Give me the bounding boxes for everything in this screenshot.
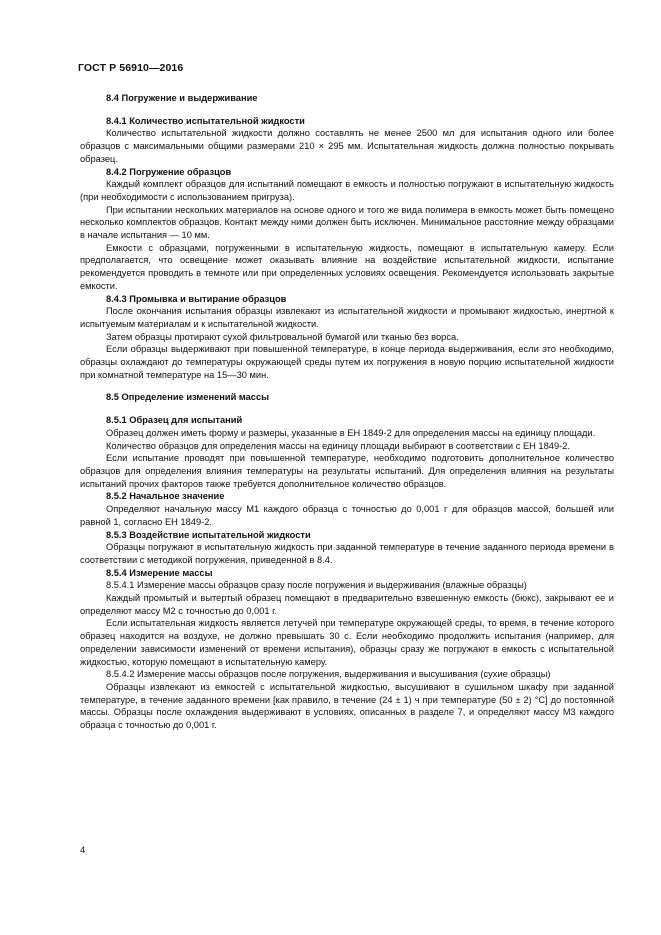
paragraph: 8.5.4.1 Измерение массы образцов сразу после погружения и выдерживания (влажные образцы) <box>106 580 527 591</box>
paragraph: При испытании нескольких материалов на основе одного и того же вида полимера в емкость может быть помещено несколько комплектов образцов. Контакт между ними должен быть исключен. Минимальное расстояние между образцами в начале испытания — 10 мм. <box>80 204 614 241</box>
paragraph: Затем образцы протирают сухой фильтровальной бумагой или тканью без ворса. <box>106 331 459 342</box>
paragraph: Каждый комплект образцов для испытаний помещают в емкость и полностью погружают в испытательную жидкость (при необходимости с использованием пригруза). <box>80 179 614 202</box>
subsection-heading: 8.4.1 Количество испытательной жидкости <box>106 115 305 126</box>
paragraph: Если испытание проводят при повышенной температуре, необходимо подготовить дополнительное количество образцов для определения влияния температуры на результаты испытаний. Для определения влияния на результаты испытаний прочих факторов также требуется дополнительное количество образцов. <box>80 453 614 489</box>
subsection-heading: 8.5.3 Воздействие испытательной жидкости <box>106 529 311 540</box>
paragraph: Образцы извлекают из емкостей с испытательной жидкостью, высушивают в сушильном шкафу при заданной температуре, в течение заданного времени [как правило, в течение (24 ± 1) ч при температуре (50 ± 2) °С] до постоянной массы. Образцы после охлаждения выдерживают в условиях, описанных в разделе 7, и определяют массу М3 каждого образца с точностью до 0,001 г. <box>80 681 614 731</box>
document-code-header: ГОСТ Р 56910—2016 <box>78 62 184 74</box>
subsection-heading: 8.5.1 Образец для испытаний <box>106 415 243 426</box>
paragraph: Количество испытательной жидкости должно составлять не менее 2500 мл для испытания одного или более образцов с максимальными общими размерами 210 × 295 мм. Испытательная жидкость должна полностью покрывать образец. <box>80 128 614 164</box>
subsection-heading: 8.4.3 Промывка и вытирание образцов <box>106 293 287 304</box>
paragraph: Количество образцов для определения массы на единицу площади выбирают в соответствии с ЕН 1849-2. <box>106 440 570 451</box>
subsection-heading: 8.4.2 Погружение образцов <box>106 166 232 177</box>
paragraph: Емкости с образцами, погруженными в испытательную жидкость, помещают в испытательную камеру. Если предполагается, что освещение может оказывать влияние на воздействие испытательной жидкости, испытание рекомендуется проводить в темноте или при определенных условиях освещения. Рекомендуется использовать закрытые емкости. <box>80 242 614 291</box>
paragraph: Если испытательная жидкость является летучей при температуре окружающей среды, то время, в течение которого образец находится на воздухе, не должно превышать 30 с. Если необходимо продолжить испытания (например, для определении зависимости изменений от времени испытания), образцы сразу же погружают в емкость с испытательной жидкостью, которую помещают в испытательную камеру. <box>80 618 614 667</box>
paragraph: Если образцы выдерживают при повышенной температуре, в конце периода выдерживания, если это необходимо, образцы охлаждают до температуры окружающей среды путем их погружения в новую порцию испытательной жидкости при комнатной температуре на 15—30 мин. <box>80 344 614 380</box>
subsection-heading: 8.5.4 Измерение массы <box>106 567 213 578</box>
subsection-heading: 8.5.2 Начальное значение <box>106 491 225 502</box>
page-number: 4 <box>80 845 86 856</box>
spacer <box>80 381 614 391</box>
paragraph: Образцы погружают в испытательную жидкость при заданной температуре в течение заданного периода времени в соответствии с методикой погружения, приведенной в 8.4. <box>80 542 614 565</box>
paragraph: Образец должен иметь форму и размеры, указанные в ЕН 1849-2 для определения массы на единицу площади. <box>106 427 596 438</box>
document-body <box>80 92 614 732</box>
section-heading: 8.5 Определение изменений массы <box>106 392 270 403</box>
spacer <box>80 105 614 115</box>
paragraph: 8.5.4.2 Измерение массы образцов после погружения, выдерживания и высушивания (сухие образцы) <box>106 669 551 680</box>
paragraph: Определяют начальную массу М1 каждого образца с точностью до 0,001 г для образцов массой, большей или равной 1, согласно ЕН 1849-2. <box>80 504 614 527</box>
paragraph: Каждый промытый и вытертый образец помещают в предварительно взвешенную емкость (бюкс), закрывают ее и определяют массу М2 с точностью до 0,001 г. <box>80 593 614 616</box>
paragraph: После окончания испытания образцы извлекают из испытательной жидкости и промывают жидкостью, инертной к испытуемым материалам и к испытательной жидкости. <box>80 306 614 329</box>
section-heading: 8.4 Погружение и выдерживание <box>106 93 258 103</box>
spacer <box>80 404 614 414</box>
